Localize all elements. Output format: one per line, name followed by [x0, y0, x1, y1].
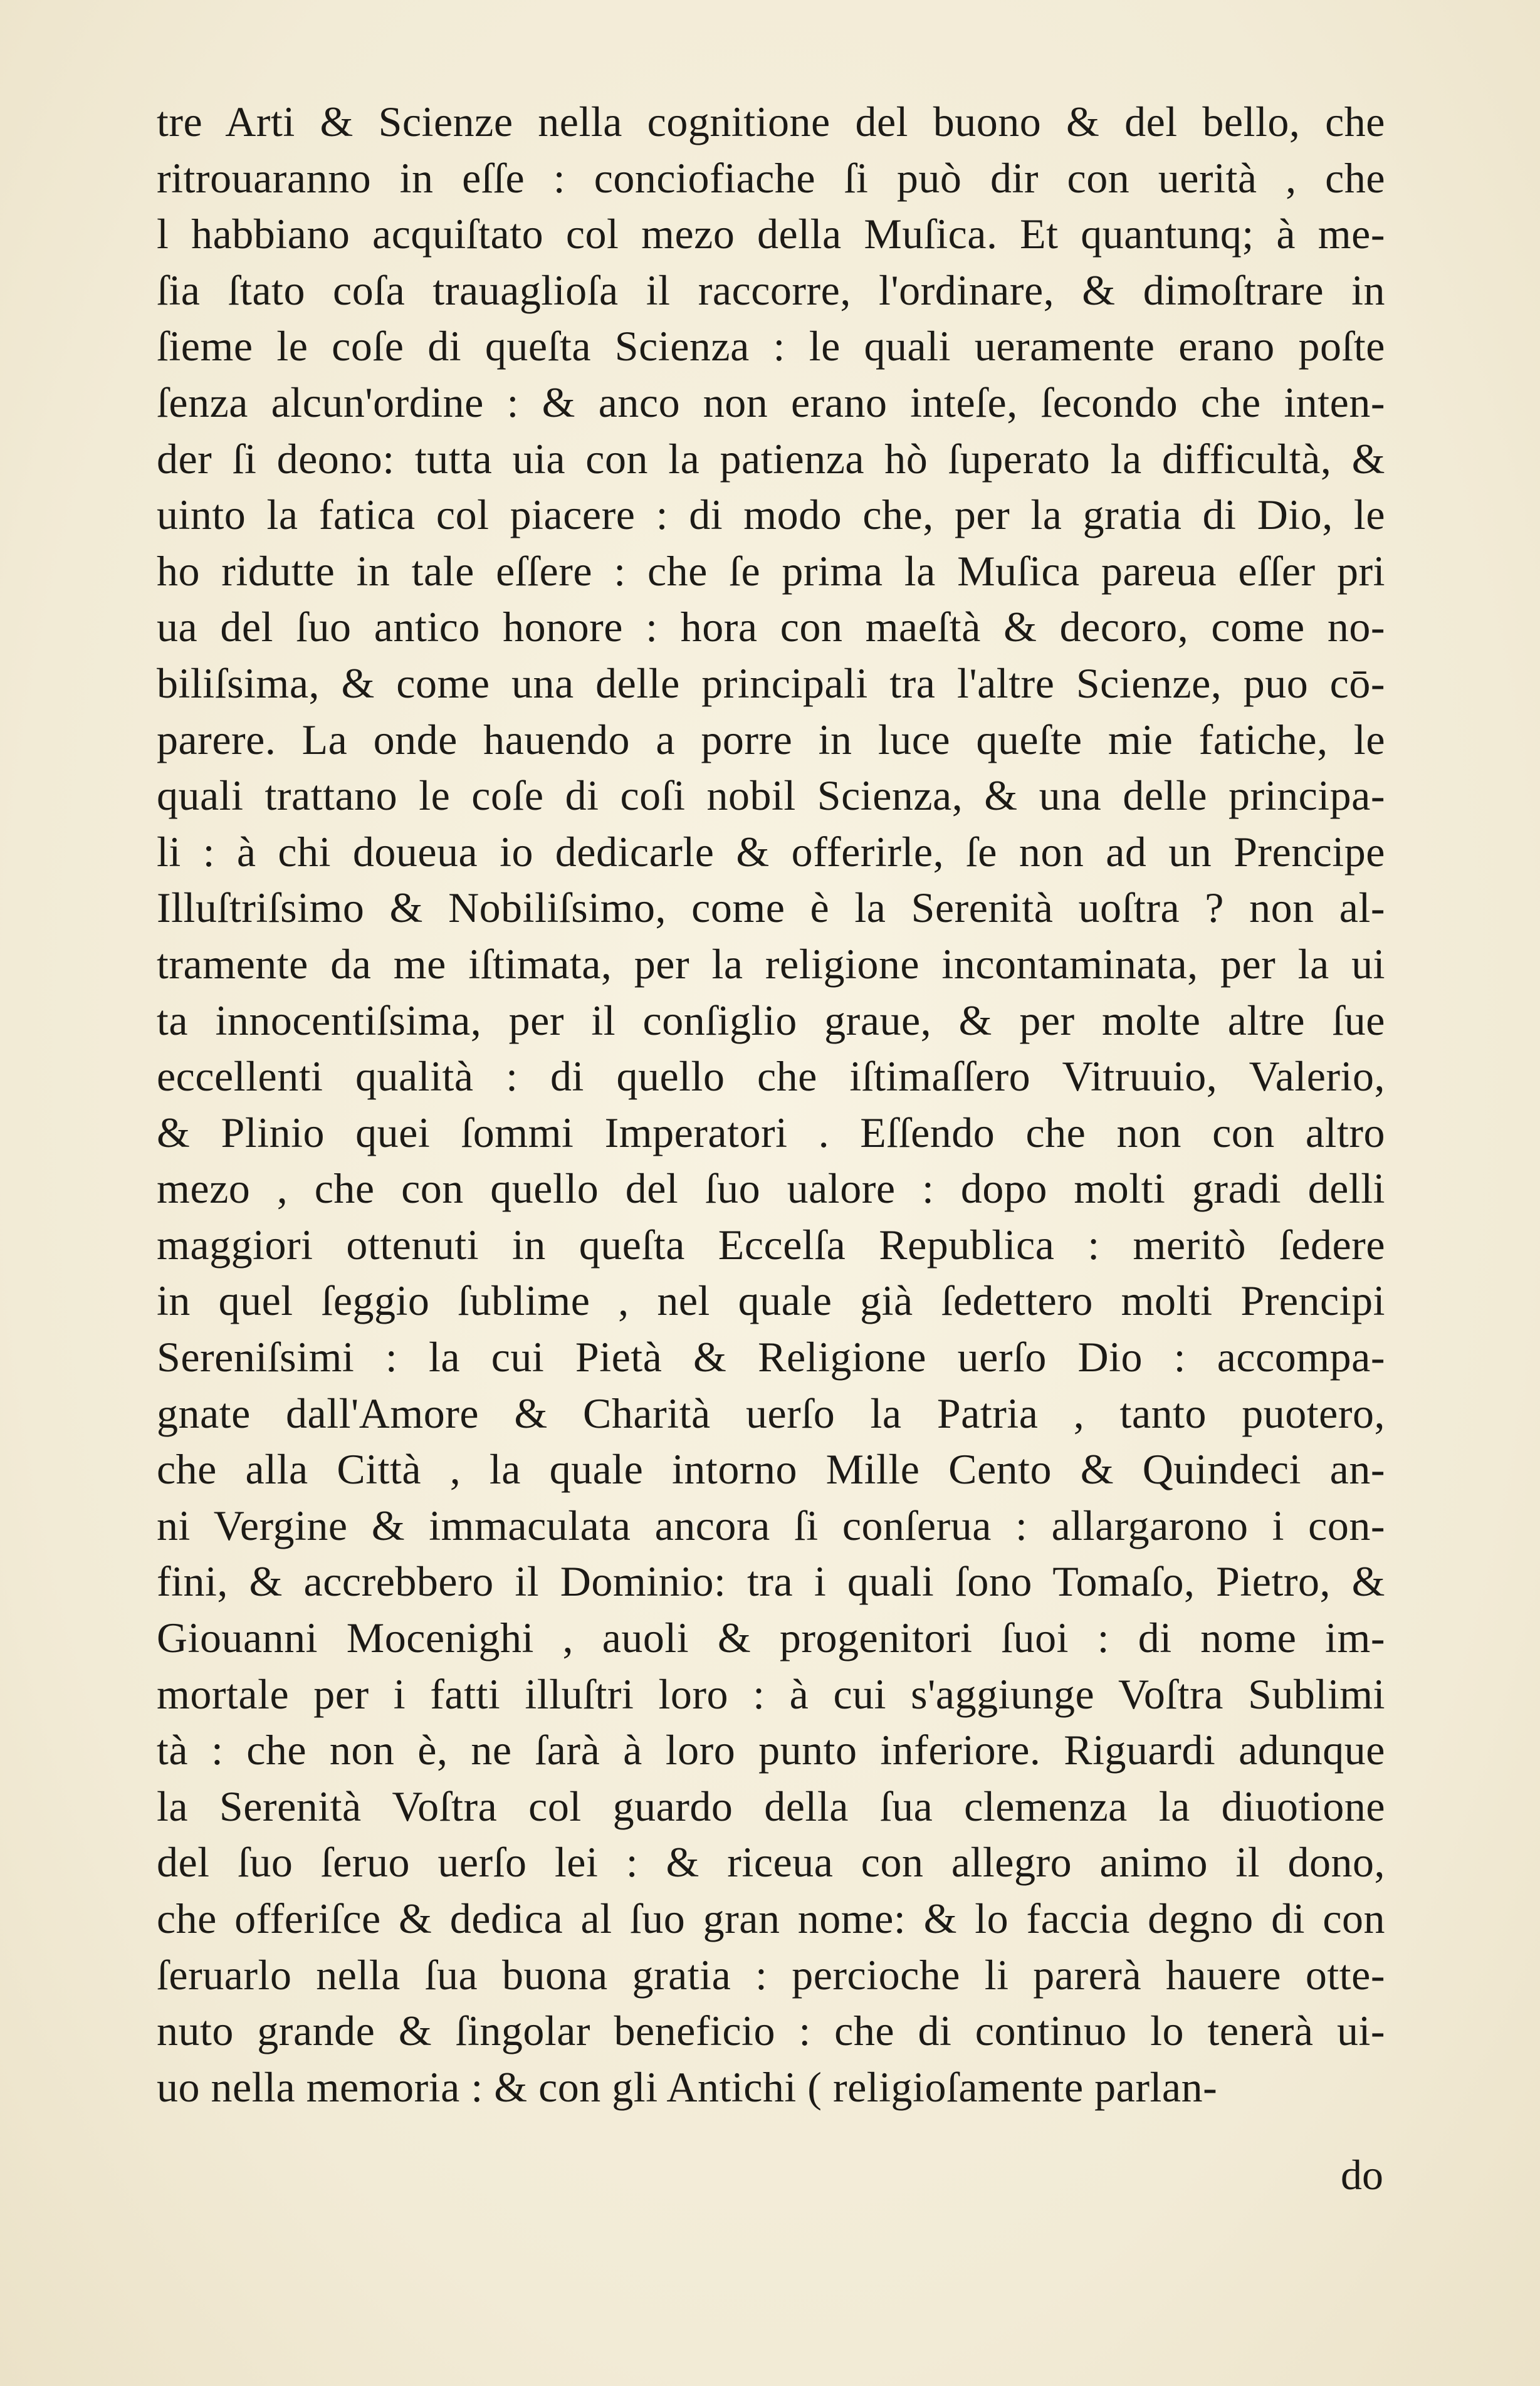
- text-line: che alla Città , la quale intorno Mille Cento & Quindeci an-: [157, 1445, 1385, 1494]
- text-line: del ſuo ſeruo uerſo lei : & riceua con allegro animo il dono,: [157, 1838, 1385, 1886]
- text-line: fini, & accrebbero il Dominio: tra i quali ſono Tomaſo, Pietro, &: [157, 1557, 1385, 1606]
- text-line: tramente da me iſtimata, per la religione incontaminata, per la ui: [157, 939, 1385, 988]
- text-line: ſeruarlo nella ſua buona gratia : percioche li parerà hauere otte-: [157, 1950, 1385, 1999]
- text-line: maggiori ottenuti in queſta Eccelſa Republica : meritò ſedere: [157, 1220, 1385, 1269]
- text-line: uo nella memoria : & con gli Antichi ( religioſamente parlan-: [157, 2063, 1218, 2111]
- text-line: li : à chi doueua io dedicarle & offerirle, ſe non ad un Prencipe: [157, 827, 1385, 876]
- text-line: der ſi deono: tutta uia con la patienza hò ſuperato la difficultà, &: [157, 434, 1385, 483]
- text-line: biliſsima, & come una delle principali tra l'altre Scienze, puo cō-: [157, 659, 1385, 707]
- text-line: & Plinio quei ſommi Imperatori . Eſſendo che non con altro: [157, 1108, 1385, 1156]
- text-line: quali trattano le coſe di coſi nobil Scienza, & una delle principa-: [157, 772, 1385, 820]
- text-line: tà : che non è, ne ſarà à loro punto inferiore. Riguardi adunque: [157, 1726, 1385, 1774]
- text-line: Giouanni Mocenighi , auoli & progenitori ſuoi : di nome im-: [157, 1614, 1385, 1662]
- text-line: ſia ſtato coſa trauaglioſa il raccorre, l'ordinare, & dimoſtrare in: [157, 266, 1385, 314]
- text-line: mortale per i fatti illuſtri loro : à cui s'aggiunge Voſtra Sublimi: [157, 1670, 1385, 1718]
- body-text: [157, 94, 1385, 2115]
- text-line: ni Vergine & immaculata ancora ſi conſerua : allargarono i con-: [157, 1501, 1385, 1549]
- text-line: la Serenità Voſtra col guardo della ſua clemenza la diuotione: [157, 1782, 1385, 1830]
- text-line: uinto la fatica col piacere : di modo che, per la gratia di Dio, le: [157, 491, 1385, 539]
- text-line: ua del ſuo antico honore : hora con maeſtà & decoro, come no-: [157, 603, 1385, 651]
- text-line: ho ridutte in tale eſſere : che ſe prima la Muſica pareua eſſer pri: [157, 547, 1385, 595]
- text-line: che offeriſce & dedica al ſuo gran nome: & lo faccia degno di con: [157, 1895, 1385, 1942]
- text-line: ſenza alcun'ordine : & anco non erano inteſe, ſecondo che inten-: [157, 378, 1385, 426]
- text-line: ſieme le coſe di queſta Scienza : le quali ueramente erano poſte: [157, 322, 1385, 370]
- text-line: ta innocentiſsima, per il conſiglio graue, & per molte altre ſue: [157, 996, 1385, 1044]
- text-line: nuto grande & ſingolar beneficio : che di continuo lo tenerà ui-: [157, 2007, 1385, 2055]
- catchword: do: [1341, 2151, 1383, 2199]
- text-line: gnate dall'Amore & Charità uerſo la Patria , tanto puotero,: [157, 1389, 1385, 1437]
- text-line: l habbiano acquiſtato col mezo della Muſica. Et quantunq; à me-: [157, 210, 1385, 258]
- text-line: tre Arti & Scienze nella cognitione del buono & del bello, che: [157, 98, 1385, 145]
- text-line: in quel ſeggio ſublime , nel quale già ſedettero molti Prencipi: [157, 1277, 1385, 1325]
- text-line: mezo , che con quello del ſuo ualore : dopo molti gradi delli: [157, 1164, 1385, 1213]
- text-line: eccellenti qualità : di quello che iſtimaſſero Vitruuio, Valerio,: [157, 1052, 1385, 1101]
- text-line: Illuſtriſsimo & Nobiliſsimo, come è la Serenità uoſtra ? non al-: [157, 884, 1385, 932]
- text-line: ritrouaranno in eſſe : conciofiache ſi può dir con uerità , che: [157, 154, 1385, 202]
- text-line: parere. La onde hauendo a porre in luce queſte mie fatiche, le: [157, 715, 1385, 763]
- text-line: Sereniſsimi : la cui Pietà & Religione uerſo Dio : accompa-: [157, 1333, 1385, 1381]
